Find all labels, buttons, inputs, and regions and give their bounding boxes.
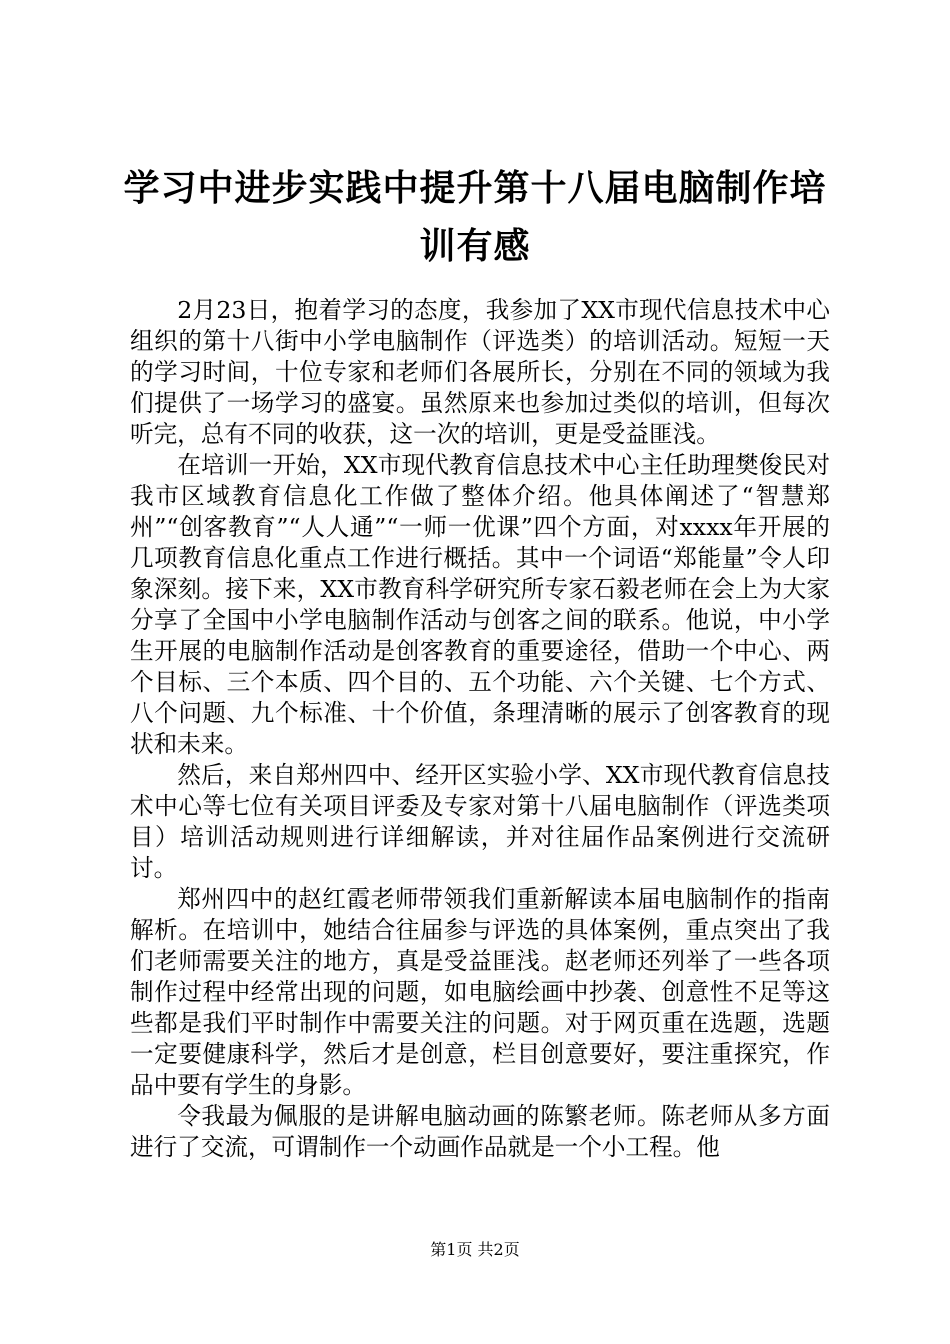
paragraph: 郑州四中的赵红霞老师带领我们重新解读本届电脑制作的指南解析。在培训中，她结合往届参与评选的具体案例，重点突出了我们老师需要关注的地方，真是受益匪浅。赵老师还列举了一些各项制作过程中经常出现的问题，如电脑绘画中抄袭、创意性不足等这些都是我们平时制作中需要关注的问题。对于网页重在选题，选题一定要健康科学，然后才是创意，栏目创意要好，要注重探究，作品中要有学生的身影。 xyxy=(130,885,830,1099)
paragraph: 在培训一开始，XX市现代教育信息技术中心主任助理樊俊民对我市区域教育信息化工作做了整体介绍。他具体阐述了“智慧郑州”“创客教育”“人人通”“一师一优课”四个方面，对xxxx年开展的几项教育信息化重点工作进行概括。其中一个词语“郑能量”令人印象深刻。接下来，XX市教育科学研究所专家石毅老师在会上为大家分享了全国中小学电脑制作活动与创客之间的联系。他说，中小学生开展的电脑制作活动是创客教育的重要途径，借助一个中心、两个目标、三个本质、四个目的、五个功能、六个关键、七个方式、八个问题、九个标准、十个价值，条理清晰的展示了创客教育的现状和未来。 xyxy=(130,451,830,758)
page-number-footer: 第1页 共2页 xyxy=(430,1240,520,1259)
paragraph: 然后，来自郑州四中、经开区实验小学、XX市现代教育信息技术中心等七位有关项目评委及专家对第十八届电脑制作（评选类项目）培训活动规则进行详细解读，并对往届作品案例进行交流研讨。 xyxy=(130,761,830,882)
paragraph: 令我最为佩服的是讲解电脑动画的陈繁老师。陈老师从多方面进行了交流，可谓制作一个动画作品就是一个小工程。他 xyxy=(130,1102,830,1161)
paragraph: 2月23日，抱着学习的态度，我参加了XX市现代信息技术中心组织的第十八街中小学电脑制作（评选类）的培训活动。短短一天的学习时间，十位专家和老师们各展所长，分别在不同的领域为我们提供了一场学习的盛宴。虽然原来也参加过类似的培训，但每次听完，总有不同的收获，这一次的培训，更是受益匪浅。 xyxy=(130,296,830,448)
document-body xyxy=(130,295,830,1163)
document-title: 学习中进步实践中提升第十八届电脑制作培训有感 xyxy=(123,168,827,267)
